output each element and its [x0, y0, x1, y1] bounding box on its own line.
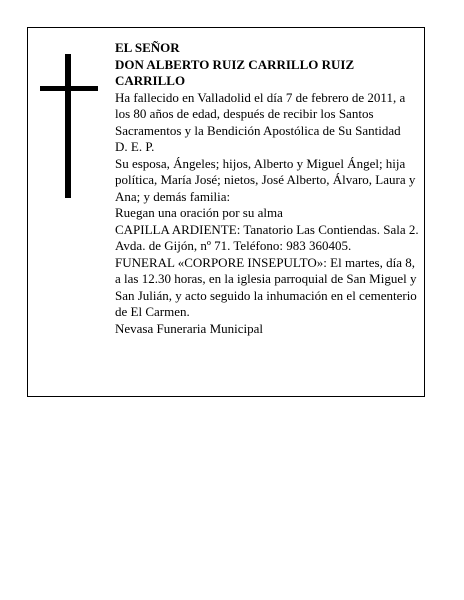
- obituary-text: [115, 40, 421, 337]
- family-line: Su esposa, Ángeles; hijos, Alberto y Miguel Ángel; hija política, María José; nietos, José Alberto, Álvaro, Laura y Ana; y demás familia:: [115, 155, 416, 204]
- obituary-card: [27, 27, 425, 397]
- prayer-request: Ruegan una oración por su alma: [115, 205, 283, 220]
- deceased-name: DON ALBERTO RUIZ CARRILLO RUIZ CARRILLO: [115, 56, 355, 88]
- death-announcement: Ha fallecido en Valladolid el día 7 de febrero de 2011, a los 80 años de edad, después de recibir los Santos Sacramentos y la Bendición Apostólica de Su Santidad: [115, 89, 406, 138]
- cross-horizontal-bar: [40, 86, 98, 91]
- funeral-chapel-info: CAPILLA ARDIENTE: Tanatorio Las Contiendas. Sala 2. Avda. de Gijón, nº 71. Teléfono: 983 360405.: [115, 221, 419, 253]
- heading-title: EL SEÑOR: [115, 40, 180, 55]
- funeral-home-name: Nevasa Funeraria Municipal: [115, 320, 264, 336]
- rip-line: D. E. P.: [115, 139, 155, 154]
- funeral-service-info: FUNERAL «CORPORE INSEPULTO»: El martes, día 8, a las 12.30 horas, en la iglesia parroquial de San Miguel y San Julián, y acto seguido la inhumación en el cementerio de El Carmen.: [115, 254, 417, 319]
- latin-cross-icon: [40, 54, 98, 198]
- cross-vertical-bar: [65, 54, 71, 198]
